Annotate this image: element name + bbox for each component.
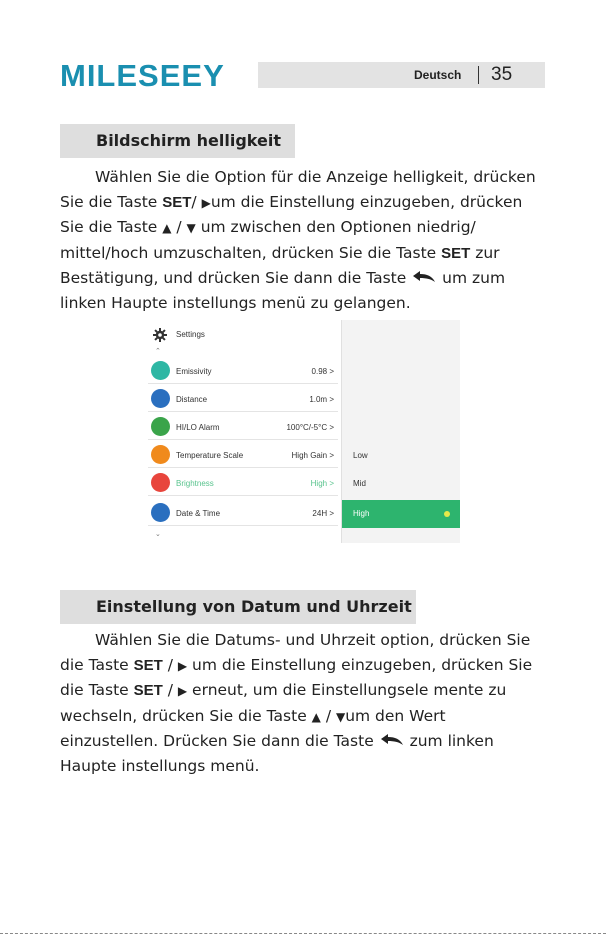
settings-row-temperature-scale[interactable]: Temperature Scale High Gain > xyxy=(148,442,338,468)
gear-icon xyxy=(153,328,167,342)
settings-title: Settings xyxy=(176,330,205,339)
brand-logo: MILESEEY xyxy=(60,58,225,93)
right-arrow-icon: ▶ xyxy=(177,658,188,673)
date-time-paragraph xyxy=(60,628,548,778)
set-key: SET xyxy=(133,656,163,674)
paragraph-line: Bestätigung, und drücken Sie dann die Taste um zum xyxy=(60,269,506,287)
back-arrow-icon xyxy=(379,733,405,747)
settings-row-date-time[interactable]: Date & Time 24H > xyxy=(148,500,338,526)
right-arrow-icon: ▶ xyxy=(201,195,211,210)
set-key: SET xyxy=(133,682,163,699)
settings-row-brightness[interactable]: Brightness High > xyxy=(148,470,338,496)
header-divider xyxy=(478,66,479,84)
section-heading-date-time: Einstellung von Datum und Uhrzeit xyxy=(60,590,416,624)
brightness-paragraph xyxy=(60,165,548,315)
calendar-icon xyxy=(151,503,170,522)
emissivity-icon xyxy=(151,361,170,380)
option-low[interactable]: Low xyxy=(353,451,368,460)
paragraph-line: die Taste SET / ▶ um die Einstellung einzugeben, drücken Sie xyxy=(60,655,533,674)
scroll-up-icon[interactable]: ⌃ xyxy=(155,348,161,355)
settings-row-emissivity[interactable]: Emissivity 0.98 > xyxy=(148,358,338,384)
paragraph-line: Sie die Taste SET/ ▶um die Einstellung einzugeben, drücken xyxy=(60,192,523,211)
paragraph-line: einzustellen. Drücken Sie dann die Taste zum linken xyxy=(60,732,494,750)
set-key: SET xyxy=(162,193,192,211)
page-number: 35 xyxy=(491,64,513,85)
option-high[interactable]: High xyxy=(342,500,460,528)
header-language: Deutsch xyxy=(414,68,462,82)
down-arrow-icon: ▼ xyxy=(335,709,346,724)
up-arrow-icon: ▲ xyxy=(162,221,172,235)
option-mid[interactable]: Mid xyxy=(353,479,366,488)
set-key: SET xyxy=(441,244,471,262)
back-arrow-icon xyxy=(411,270,437,284)
settings-row-distance[interactable]: Distance 1.0m > xyxy=(148,386,338,412)
brightness-icon xyxy=(151,473,170,492)
paragraph-line: Wählen Sie die Option für die Anzeige helligkeit, drücken xyxy=(95,168,536,186)
paragraph-line: mittel/hoch umzuschalten, drücken Sie die Taste SET zur xyxy=(60,243,500,262)
paragraph-line: Sie die Taste ▲ / ▼ um zwischen den Optionen niedrig/ xyxy=(60,218,476,236)
device-settings-screenshot xyxy=(145,320,460,543)
brightness-options-panel xyxy=(341,320,460,543)
down-arrow-icon: ▼ xyxy=(186,221,196,235)
section-heading-brightness: Bildschirm helligkeit xyxy=(60,124,295,158)
right-arrow-icon: ▶ xyxy=(177,684,188,698)
temperature-icon xyxy=(151,445,170,464)
page-bottom-border xyxy=(0,933,606,934)
alarm-icon xyxy=(151,417,170,436)
paragraph-line: wechseln, drücken Sie die Taste ▲ / ▼um den Wert xyxy=(60,706,446,725)
paragraph-line: linken Haupte instellungs menü zu gelangen. xyxy=(60,293,411,312)
distance-icon xyxy=(151,389,170,408)
selected-indicator xyxy=(444,511,450,517)
scroll-down-icon[interactable]: ⌄ xyxy=(155,531,161,538)
paragraph-line: die Taste SET / ▶ erneut, um die Einstellungsele mente zu xyxy=(60,681,507,699)
paragraph-line: Wählen Sie die Datums- und Uhrzeit option, drücken Sie xyxy=(95,631,531,649)
paragraph-line: Haupte instellungs menü. xyxy=(60,756,260,775)
up-arrow-icon: ▲ xyxy=(311,709,321,724)
settings-row-hi-lo-alarm[interactable]: HI/LO Alarm 100°C/-5°C > xyxy=(148,414,338,440)
settings-menu xyxy=(145,320,341,543)
